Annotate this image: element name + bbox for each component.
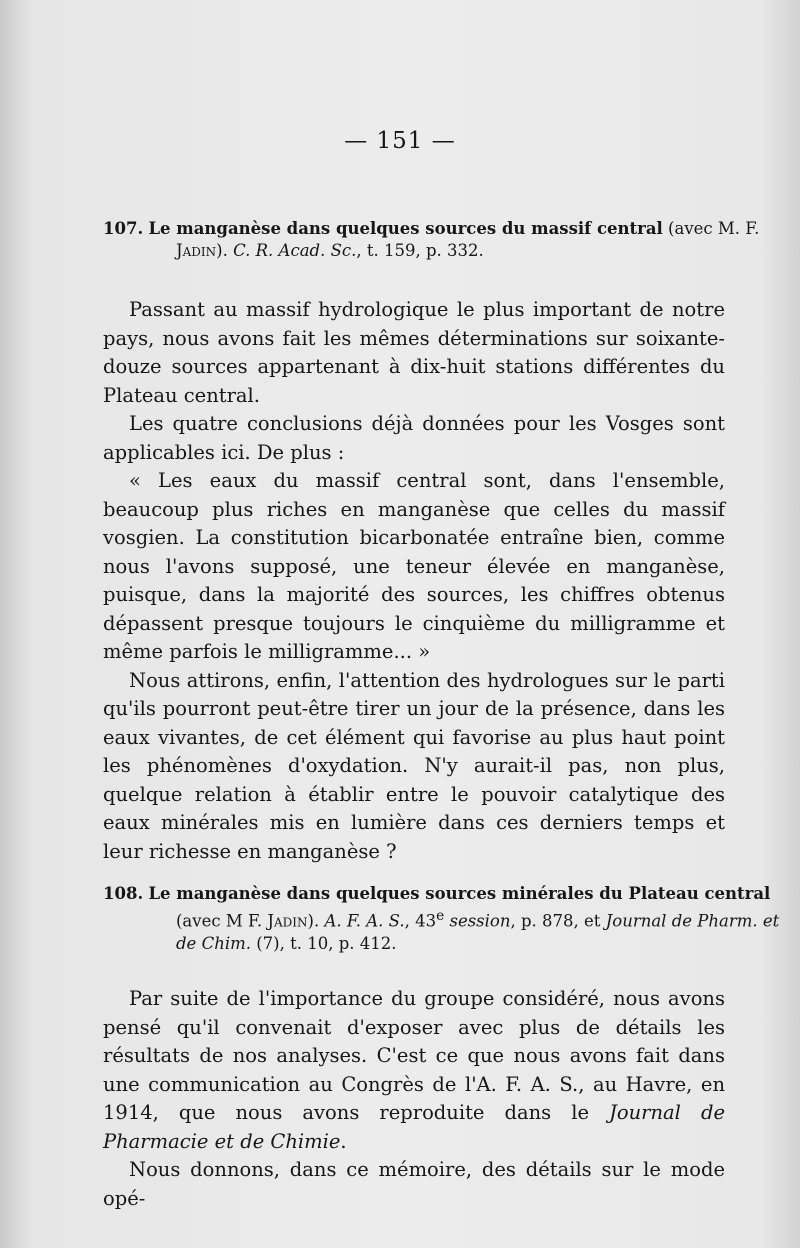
- paragraph: Les quatre conclusions déjà données pour les Vosges sont applicables ici. De plus :: [103, 412, 725, 464]
- entry-title: Le manganèse dans quelques sources minérales du Plateau central: [148, 884, 771, 903]
- citation-details: , p. 878, et: [510, 911, 606, 931]
- journal-name: A. F. A. S.: [324, 911, 405, 931]
- page-number: — 151 —: [344, 128, 456, 154]
- quoted-paragraph: « Les eaux du massif central sont, dans l'ensemble, beaucoup plus riches en manganèse que celles du massif vosgien. La constitution bicarbonatée entraîne bien, comme nous l'avons supposé, une teneur élevée en manganèse, puisque, dans la majorité des sources, les chiffres obtenus dépassent presque toujours le cinquième du milligramme et même parfois le milligramme... »: [103, 469, 725, 663]
- co-author-name: Jadin: [267, 911, 308, 931]
- citation-details: (7), t. 10, p. 412.: [251, 933, 397, 953]
- journal-name: Journal de Pharmacie et de Chimie: [103, 1101, 725, 1153]
- paragraph: Passant au massif hydrologique le plus important de notre pays, nous avons fait les mêmes déterminations sur soixante-douze sources appartenant à dix-huit stations différentes du Plateau central.: [103, 298, 725, 407]
- journal-name: C. R. Acad. Sc.: [233, 241, 357, 260]
- citation-details: , t. 159, p. 332.: [356, 241, 484, 260]
- paragraph-text: Par suite de l'importance du groupe considéré, nous avons pensé qu'il convenait d'exposer avec plus de détails les résultats de nos analyses. C'est ce que nous avons fait dans une communication au Congrès de l'A. F. A. S., au Havre, en 1914, que nous avons reproduite dans le: [103, 987, 725, 1124]
- co-author-prefix: (avec M F.: [176, 911, 268, 931]
- paragraph: Nous attirons, enfin, l'attention des hydrologues sur le parti qu'ils pourront peut-être tirer un jour de la présence, dans les eaux vivantes, de cet élément qui favorise au plus haut point les phénomènes d'oxydation. N'y aurait-il pas, non plus, quelque relation à établir entre le pouvoir catalytique des eaux minérales mis en lumière dans ces derniers temps et leur richesse en manganèse ?: [103, 668, 725, 863]
- bibliography-entry-107: [103, 218, 796, 262]
- bibliography-entry-108: [103, 883, 796, 955]
- co-author-prefix: (avec M. F.: [662, 219, 760, 238]
- paragraph-end: .: [340, 1129, 347, 1153]
- entry-107-body: [103, 296, 725, 866]
- co-author-name: Jadin: [176, 241, 217, 260]
- entry-number: 107.: [103, 219, 144, 238]
- co-author-suffix: ).: [216, 241, 234, 260]
- session-label: session: [444, 911, 511, 931]
- entry-number: 108.: [103, 884, 144, 903]
- entry-title: Le manganèse dans quelques sources du massif central: [148, 219, 663, 238]
- entry-108-body: [103, 985, 725, 1213]
- journal-name: Journal de Pharm. et de Chim.: [176, 911, 780, 953]
- citation-superscript: e: [436, 908, 445, 924]
- paragraph: [103, 985, 725, 1156]
- citation-details: , 43: [404, 911, 437, 931]
- paragraph: Nous donnons, dans ce mémoire, des détails sur le mode opé-: [103, 1158, 725, 1210]
- co-author-suffix: ).: [307, 911, 325, 931]
